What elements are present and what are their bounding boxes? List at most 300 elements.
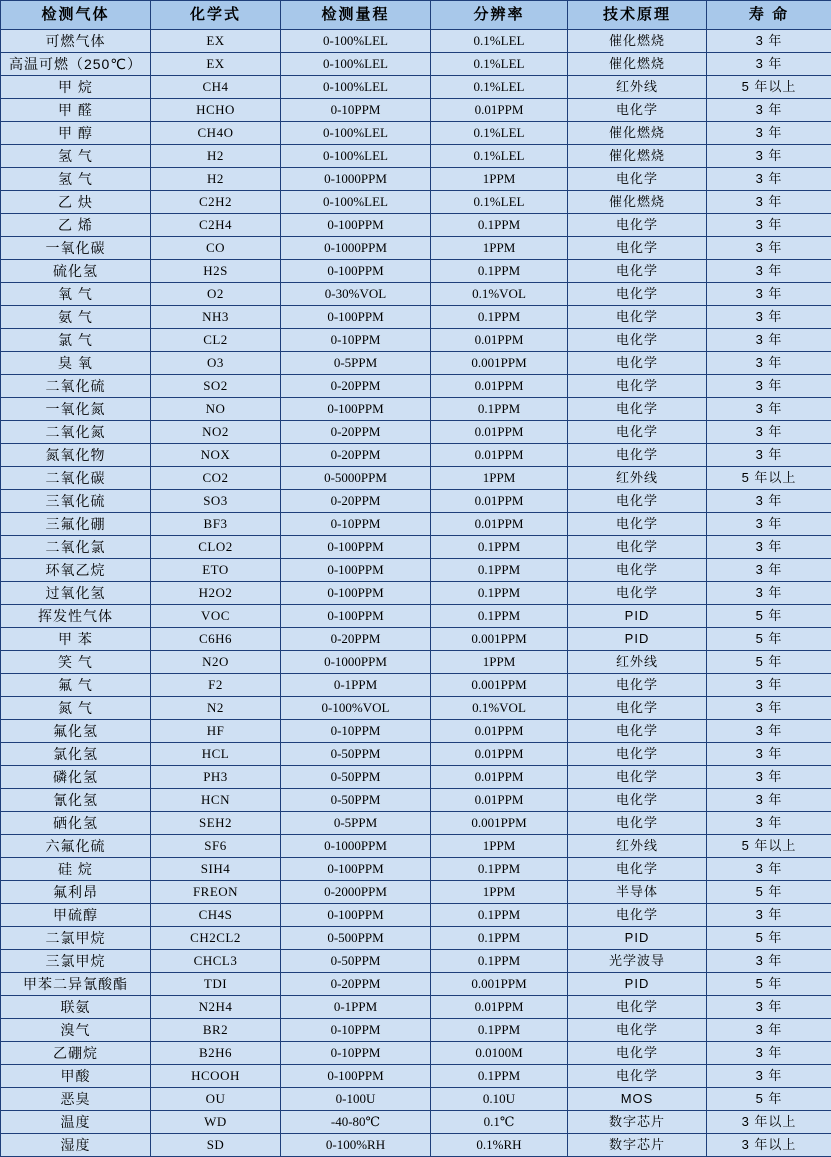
cell-gas: 二氧化氯 [1, 536, 151, 559]
cell-gas: 挥发性气体 [1, 605, 151, 628]
table-row [1, 720, 831, 743]
table-row [1, 421, 831, 444]
column-header-gas: 检测气体 [1, 1, 151, 30]
cell-formula: HCN [151, 789, 281, 812]
cell-formula: C2H2 [151, 191, 281, 214]
cell-gas: 甲酸 [1, 1065, 151, 1088]
table-row [1, 766, 831, 789]
cell-gas: 二氧化硫 [1, 375, 151, 398]
cell-principle: 电化学 [568, 789, 707, 812]
cell-range: 0-5PPM [281, 352, 431, 375]
cell-range: 0-20PPM [281, 973, 431, 996]
cell-life: 3 年 [707, 1065, 831, 1088]
cell-range: 0-1000PPM [281, 168, 431, 191]
cell-formula: N2O [151, 651, 281, 674]
cell-range: 0-20PPM [281, 490, 431, 513]
cell-gas: 二氧化氮 [1, 421, 151, 444]
table-row [1, 559, 831, 582]
cell-life: 3 年 [707, 766, 831, 789]
column-header-range: 检测量程 [281, 1, 431, 30]
cell-resolution: 1PPM [431, 651, 568, 674]
cell-principle: 电化学 [568, 812, 707, 835]
cell-principle: 电化学 [568, 582, 707, 605]
cell-principle: 电化学 [568, 559, 707, 582]
cell-life: 3 年 [707, 122, 831, 145]
column-header-life: 寿 命 [707, 1, 831, 30]
cell-range: 0-10PPM [281, 329, 431, 352]
cell-range: 0-20PPM [281, 421, 431, 444]
cell-life: 5 年 [707, 605, 831, 628]
cell-life: 5 年 [707, 628, 831, 651]
cell-formula: OU [151, 1088, 281, 1111]
cell-formula: H2O2 [151, 582, 281, 605]
cell-life: 3 年 [707, 490, 831, 513]
cell-resolution: 0.1PPM [431, 306, 568, 329]
cell-principle: 电化学 [568, 99, 707, 122]
cell-formula: CH2CL2 [151, 927, 281, 950]
cell-resolution: 0.001PPM [431, 628, 568, 651]
table-row [1, 30, 831, 53]
cell-resolution: 0.01PPM [431, 421, 568, 444]
cell-life: 3 年 [707, 582, 831, 605]
cell-principle: 电化学 [568, 490, 707, 513]
cell-gas: 过氧化氢 [1, 582, 151, 605]
cell-life: 3 年 [707, 1042, 831, 1065]
table-row [1, 812, 831, 835]
cell-gas: 湿度 [1, 1134, 151, 1157]
cell-life: 3 年 [707, 99, 831, 122]
cell-formula: SF6 [151, 835, 281, 858]
cell-range: 0-10PPM [281, 513, 431, 536]
table-row [1, 260, 831, 283]
cell-formula: CHCL3 [151, 950, 281, 973]
cell-principle: 红外线 [568, 76, 707, 99]
cell-resolution: 0.01PPM [431, 444, 568, 467]
cell-formula: HF [151, 720, 281, 743]
cell-gas: 三氯甲烷 [1, 950, 151, 973]
table-row [1, 881, 831, 904]
cell-principle: 电化学 [568, 1019, 707, 1042]
cell-gas: 联氨 [1, 996, 151, 1019]
table-row [1, 53, 831, 76]
cell-resolution: 0.01PPM [431, 720, 568, 743]
table-row [1, 76, 831, 99]
cell-life: 3 年 [707, 260, 831, 283]
cell-principle: 电化学 [568, 283, 707, 306]
cell-range: 0-100%VOL [281, 697, 431, 720]
cell-resolution: 0.1PPM [431, 582, 568, 605]
cell-life: 3 年 [707, 697, 831, 720]
cell-range: 0-100%LEL [281, 53, 431, 76]
table-row [1, 329, 831, 352]
cell-range: 0-50PPM [281, 789, 431, 812]
cell-resolution: 0.01PPM [431, 513, 568, 536]
cell-life: 3 年 [707, 30, 831, 53]
cell-life: 3 年 [707, 352, 831, 375]
cell-resolution: 0.1%VOL [431, 283, 568, 306]
cell-range: 0-50PPM [281, 743, 431, 766]
cell-gas: 二氯甲烷 [1, 927, 151, 950]
cell-gas: 臭 氧 [1, 352, 151, 375]
cell-principle: 催化燃烧 [568, 30, 707, 53]
cell-life: 3 年 [707, 421, 831, 444]
cell-life: 3 年 [707, 375, 831, 398]
cell-formula: H2 [151, 168, 281, 191]
cell-range: 0-100PPM [281, 559, 431, 582]
cell-range: 0-100PPM [281, 306, 431, 329]
table-row [1, 651, 831, 674]
cell-resolution: 0.01PPM [431, 789, 568, 812]
cell-principle: 电化学 [568, 352, 707, 375]
cell-formula: TDI [151, 973, 281, 996]
cell-formula: SD [151, 1134, 281, 1157]
cell-formula: PH3 [151, 766, 281, 789]
cell-principle: 电化学 [568, 720, 707, 743]
table-row [1, 1111, 831, 1134]
cell-range: 0-1000PPM [281, 651, 431, 674]
cell-resolution: 0.001PPM [431, 352, 568, 375]
cell-range: 0-10PPM [281, 1042, 431, 1065]
cell-range: 0-100PPM [281, 582, 431, 605]
cell-resolution: 0.1PPM [431, 559, 568, 582]
cell-range: 0-1PPM [281, 996, 431, 1019]
table-row [1, 605, 831, 628]
cell-gas: 磷化氢 [1, 766, 151, 789]
cell-range: 0-30%VOL [281, 283, 431, 306]
cell-range: 0-100%LEL [281, 145, 431, 168]
cell-formula: HCHO [151, 99, 281, 122]
cell-resolution: 0.1PPM [431, 1019, 568, 1042]
cell-gas: 甲 烷 [1, 76, 151, 99]
cell-resolution: 0.1%LEL [431, 145, 568, 168]
cell-formula: CH4O [151, 122, 281, 145]
cell-life: 3 年 [707, 674, 831, 697]
cell-life: 3 年 [707, 329, 831, 352]
cell-life: 5 年以上 [707, 76, 831, 99]
cell-resolution: 0.1℃ [431, 1111, 568, 1134]
table-row [1, 145, 831, 168]
cell-range: 0-100%LEL [281, 30, 431, 53]
table-row [1, 237, 831, 260]
cell-formula: NH3 [151, 306, 281, 329]
cell-range: 0-10PPM [281, 1019, 431, 1042]
cell-gas: 氢 气 [1, 168, 151, 191]
table-row [1, 352, 831, 375]
cell-life: 5 年以上 [707, 835, 831, 858]
cell-principle: 电化学 [568, 306, 707, 329]
cell-life: 3 年以上 [707, 1134, 831, 1157]
cell-formula: SO2 [151, 375, 281, 398]
cell-gas: 恶臭 [1, 1088, 151, 1111]
cell-resolution: 0.01PPM [431, 490, 568, 513]
cell-principle: 电化学 [568, 329, 707, 352]
cell-formula: O3 [151, 352, 281, 375]
cell-life: 3 年 [707, 950, 831, 973]
cell-principle: 电化学 [568, 1065, 707, 1088]
cell-life: 3 年 [707, 1019, 831, 1042]
cell-range: 0-20PPM [281, 444, 431, 467]
table-row [1, 1019, 831, 1042]
column-header-resolution: 分辨率 [431, 1, 568, 30]
cell-life: 3 年 [707, 720, 831, 743]
table-row [1, 398, 831, 421]
table-row [1, 513, 831, 536]
cell-range: 0-100PPM [281, 536, 431, 559]
cell-resolution: 1PPM [431, 835, 568, 858]
cell-resolution: 0.1%LEL [431, 30, 568, 53]
cell-range: 0-100%LEL [281, 191, 431, 214]
table-row [1, 191, 831, 214]
cell-formula: CL2 [151, 329, 281, 352]
cell-gas: 环氧乙烷 [1, 559, 151, 582]
cell-resolution: 0.1PPM [431, 398, 568, 421]
cell-gas: 甲 醇 [1, 122, 151, 145]
cell-gas: 硫化氢 [1, 260, 151, 283]
table-row [1, 582, 831, 605]
cell-principle: 数字芯片 [568, 1111, 707, 1134]
cell-formula: O2 [151, 283, 281, 306]
cell-life: 3 年 [707, 398, 831, 421]
cell-formula: HCL [151, 743, 281, 766]
cell-range: 0-1PPM [281, 674, 431, 697]
cell-principle: 电化学 [568, 260, 707, 283]
cell-principle: 红外线 [568, 651, 707, 674]
table-row [1, 375, 831, 398]
table-row [1, 122, 831, 145]
cell-formula: NOX [151, 444, 281, 467]
table-header-row [1, 1, 831, 30]
cell-principle: 电化学 [568, 1042, 707, 1065]
cell-principle: 半导体 [568, 881, 707, 904]
table-row [1, 306, 831, 329]
cell-formula: F2 [151, 674, 281, 697]
cell-principle: 电化学 [568, 421, 707, 444]
cell-gas: 甲 醛 [1, 99, 151, 122]
cell-formula: EX [151, 53, 281, 76]
cell-life: 5 年 [707, 1088, 831, 1111]
cell-resolution: 0.1%LEL [431, 53, 568, 76]
cell-principle: 数字芯片 [568, 1134, 707, 1157]
cell-range: 0-100%LEL [281, 76, 431, 99]
cell-gas: 可燃气体 [1, 30, 151, 53]
cell-gas: 高温可燃（250℃） [1, 53, 151, 76]
cell-range: 0-5000PPM [281, 467, 431, 490]
cell-formula: H2 [151, 145, 281, 168]
cell-life: 3 年 [707, 858, 831, 881]
cell-gas: 乙硼烷 [1, 1042, 151, 1065]
cell-range: 0-100%RH [281, 1134, 431, 1157]
cell-gas: 氟 气 [1, 674, 151, 697]
cell-range: 0-5PPM [281, 812, 431, 835]
cell-life: 5 年 [707, 973, 831, 996]
cell-gas: 三氟化硼 [1, 513, 151, 536]
cell-range: 0-100PPM [281, 858, 431, 881]
cell-formula: B2H6 [151, 1042, 281, 1065]
cell-formula: SO3 [151, 490, 281, 513]
cell-gas: 甲硫醇 [1, 904, 151, 927]
table-row [1, 927, 831, 950]
cell-resolution: 0.1PPM [431, 1065, 568, 1088]
cell-principle: 红外线 [568, 835, 707, 858]
cell-formula: CLO2 [151, 536, 281, 559]
cell-resolution: 0.1PPM [431, 950, 568, 973]
cell-gas: 六氟化硫 [1, 835, 151, 858]
table-row [1, 973, 831, 996]
cell-resolution: 0.1%LEL [431, 76, 568, 99]
cell-principle: 电化学 [568, 444, 707, 467]
cell-gas: 硅 烷 [1, 858, 151, 881]
cell-gas: 三氧化硫 [1, 490, 151, 513]
cell-resolution: 0.01PPM [431, 375, 568, 398]
table-row [1, 789, 831, 812]
cell-life: 3 年 [707, 789, 831, 812]
cell-principle: 催化燃烧 [568, 122, 707, 145]
cell-life: 3 年 [707, 904, 831, 927]
cell-life: 3 年 [707, 283, 831, 306]
cell-formula: EX [151, 30, 281, 53]
cell-life: 3 年以上 [707, 1111, 831, 1134]
cell-range: 0-500PPM [281, 927, 431, 950]
cell-life: 3 年 [707, 536, 831, 559]
cell-formula: CH4 [151, 76, 281, 99]
table-row [1, 835, 831, 858]
cell-range: 0-1000PPM [281, 237, 431, 260]
table-row [1, 536, 831, 559]
cell-life: 3 年 [707, 168, 831, 191]
cell-range: 0-1000PPM [281, 835, 431, 858]
table-row [1, 168, 831, 191]
cell-gas: 溴气 [1, 1019, 151, 1042]
cell-resolution: 0.1PPM [431, 605, 568, 628]
table-row [1, 283, 831, 306]
cell-gas: 氯 气 [1, 329, 151, 352]
cell-range: 0-100PPM [281, 260, 431, 283]
cell-principle: 电化学 [568, 904, 707, 927]
cell-gas: 一氧化碳 [1, 237, 151, 260]
cell-gas: 笑 气 [1, 651, 151, 674]
table-row [1, 467, 831, 490]
cell-gas: 氢 气 [1, 145, 151, 168]
cell-resolution: 0.1%LEL [431, 191, 568, 214]
cell-gas: 氮 气 [1, 697, 151, 720]
cell-resolution: 0.1PPM [431, 214, 568, 237]
cell-principle: 电化学 [568, 858, 707, 881]
cell-principle: 电化学 [568, 674, 707, 697]
cell-principle: 光学波导 [568, 950, 707, 973]
cell-resolution: 1PPM [431, 168, 568, 191]
cell-formula: H2S [151, 260, 281, 283]
cell-life: 3 年 [707, 812, 831, 835]
cell-formula: SIH4 [151, 858, 281, 881]
cell-formula: CO [151, 237, 281, 260]
cell-gas: 氨 气 [1, 306, 151, 329]
cell-life: 3 年 [707, 306, 831, 329]
cell-range: 0-100%LEL [281, 122, 431, 145]
cell-principle: 电化学 [568, 996, 707, 1019]
cell-gas: 氯化氢 [1, 743, 151, 766]
cell-gas: 氰化氢 [1, 789, 151, 812]
cell-principle: 电化学 [568, 536, 707, 559]
cell-resolution: 0.10U [431, 1088, 568, 1111]
cell-range: 0-50PPM [281, 950, 431, 973]
cell-resolution: 0.01PPM [431, 743, 568, 766]
cell-resolution: 0.1%RH [431, 1134, 568, 1157]
table-row [1, 950, 831, 973]
cell-gas: 二氧化碳 [1, 467, 151, 490]
cell-formula: BF3 [151, 513, 281, 536]
cell-principle: MOS [568, 1088, 707, 1111]
cell-principle: 电化学 [568, 743, 707, 766]
cell-life: 3 年 [707, 53, 831, 76]
cell-range: 0-20PPM [281, 375, 431, 398]
cell-resolution: 0.1PPM [431, 927, 568, 950]
cell-formula: SEH2 [151, 812, 281, 835]
cell-range: 0-50PPM [281, 766, 431, 789]
cell-life: 3 年 [707, 237, 831, 260]
cell-principle: 电化学 [568, 513, 707, 536]
cell-resolution: 1PPM [431, 237, 568, 260]
cell-range: -40-80℃ [281, 1111, 431, 1134]
cell-principle: PID [568, 628, 707, 651]
cell-range: 0-10PPM [281, 99, 431, 122]
table-row [1, 1134, 831, 1157]
cell-life: 5 年 [707, 651, 831, 674]
cell-range: 0-100PPM [281, 214, 431, 237]
cell-range: 0-2000PPM [281, 881, 431, 904]
cell-principle: 电化学 [568, 375, 707, 398]
cell-gas: 氟化氢 [1, 720, 151, 743]
cell-formula: BR2 [151, 1019, 281, 1042]
cell-resolution: 1PPM [431, 881, 568, 904]
cell-resolution: 0.1%LEL [431, 122, 568, 145]
table-row [1, 1065, 831, 1088]
cell-gas: 乙 炔 [1, 191, 151, 214]
cell-formula: N2H4 [151, 996, 281, 1019]
cell-principle: 催化燃烧 [568, 191, 707, 214]
cell-formula: CO2 [151, 467, 281, 490]
cell-formula: NO2 [151, 421, 281, 444]
cell-gas: 氟利昂 [1, 881, 151, 904]
cell-life: 3 年 [707, 996, 831, 1019]
cell-principle: 红外线 [568, 467, 707, 490]
cell-life: 3 年 [707, 145, 831, 168]
cell-resolution: 0.001PPM [431, 973, 568, 996]
table-body [1, 30, 831, 1157]
cell-gas: 一氧化氮 [1, 398, 151, 421]
cell-life: 3 年 [707, 191, 831, 214]
cell-principle: PID [568, 973, 707, 996]
cell-resolution: 0.01PPM [431, 329, 568, 352]
cell-principle: PID [568, 927, 707, 950]
cell-range: 0-100PPM [281, 904, 431, 927]
cell-life: 3 年 [707, 513, 831, 536]
cell-life: 3 年 [707, 559, 831, 582]
cell-formula: HCOOH [151, 1065, 281, 1088]
cell-principle: 电化学 [568, 168, 707, 191]
cell-formula: N2 [151, 697, 281, 720]
cell-range: 0-20PPM [281, 628, 431, 651]
cell-formula: FREON [151, 881, 281, 904]
cell-range: 0-100PPM [281, 605, 431, 628]
cell-principle: 电化学 [568, 766, 707, 789]
cell-range: 0-100PPM [281, 1065, 431, 1088]
table-row [1, 1042, 831, 1065]
cell-range: 0-100U [281, 1088, 431, 1111]
cell-gas: 甲苯二异氰酸酯 [1, 973, 151, 996]
cell-principle: 电化学 [568, 398, 707, 421]
cell-gas: 温度 [1, 1111, 151, 1134]
cell-principle: 催化燃烧 [568, 53, 707, 76]
